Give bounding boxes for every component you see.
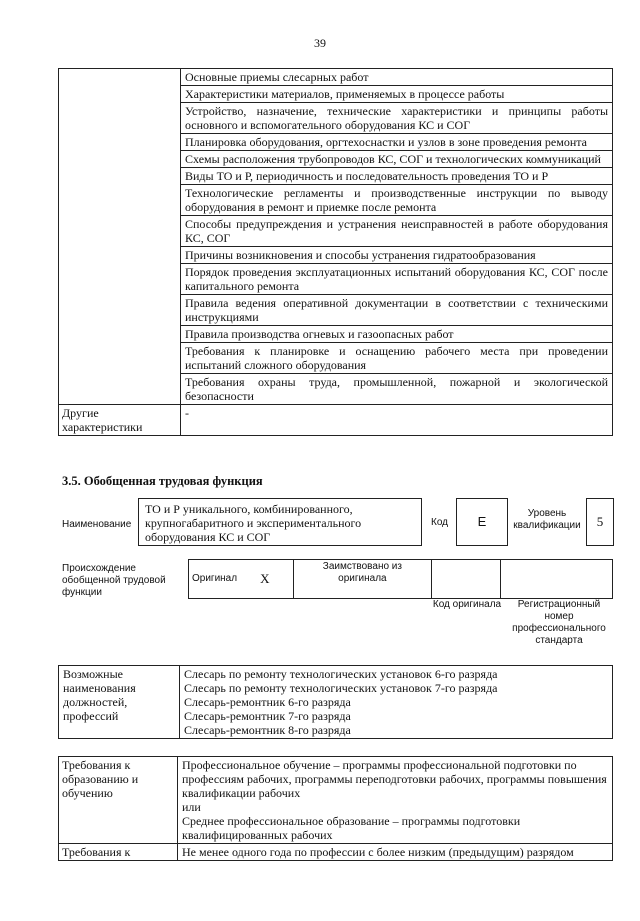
level-label: Уровень квалификации (513, 508, 581, 531)
position-item: Слесарь-ремонтник 7-го разряда (184, 709, 351, 723)
origin-code-cell (431, 560, 500, 599)
origin-code-caption: Код оригинала (432, 599, 502, 610)
positions-table (58, 665, 613, 739)
origin-label: Происхождение обобщенной трудовой функции (62, 563, 166, 598)
education-line2: Среднее профессиональное образование – программы подготовки квалифицированных рабочих (182, 814, 521, 842)
knowledge-item: Правила производства огневых и газоопасных работ (181, 326, 613, 343)
other-characteristics-row (59, 405, 613, 436)
knowledge-item: Планировка оборудования, оргтехоснастки и узлов в зоне проведения ремонта (181, 134, 613, 151)
knowledge-table-body (59, 69, 613, 405)
original-mark: X (257, 560, 294, 599)
reg-number-caption: Регистрационный номер профессионального стандарта (512, 599, 606, 646)
original-label: Оригинал (189, 560, 258, 599)
position-item: Слесарь-ремонтник 8-го разряда (184, 723, 351, 737)
experience-value: Не менее одного года по профессии с более низким (предыдущим) разрядом (178, 844, 613, 861)
knowledge-item: Способы предупреждения и устранения неисправностей в работе оборудования КС, СОГ (181, 216, 613, 247)
position-item: Слесарь по ремонту технологических установок 7-го разряда (184, 681, 498, 695)
knowledge-item: Основные приемы слесарных работ (181, 69, 613, 86)
reg-number-cell (500, 560, 612, 599)
knowledge-item: Порядок проведения эксплуатационных испытаний оборудования КС, СОГ после капитального ремонта (181, 264, 613, 295)
knowledge-item: Виды ТО и Р, периодичность и последовательность проведения ТО и Р (181, 168, 613, 185)
knowledge-item: Устройство, назначение, технические характеристики и принципы работы основного и вспомогательного оборудования КС и СОГ (181, 103, 613, 134)
name-value: ТО и Р уникального, комбинированного, крупногабаритного и экспериментального оборудования КС и СОГ (145, 502, 362, 544)
knowledge-label-cell (59, 69, 181, 405)
knowledge-table (58, 68, 613, 436)
position-item: Слесарь-ремонтник 6-го разряда (184, 695, 351, 709)
education-or: или (182, 800, 201, 814)
knowledge-item: Технологические регламенты и производственные инструкции по выводу оборудования в ремонт и приемке после ремонта (181, 185, 613, 216)
borrowed-label: Заимствовано из оригинала (294, 560, 431, 599)
knowledge-item: Требования охраны труда, промышленной, пожарной и экологической безопасности (181, 374, 613, 405)
knowledge-item: Требования к планировке и оснащению рабочего места при проведении испытаний сложного оборудования (181, 343, 613, 374)
education-label: Требования к образованию и обучению (59, 757, 178, 844)
knowledge-row (59, 69, 613, 86)
positions-label: Возможные наименования должностей, профессий (59, 666, 180, 739)
education-table (58, 756, 613, 861)
knowledge-item: Характеристики материалов, применяемых в процессе работы (181, 86, 613, 103)
other-characteristics-value: - (181, 405, 613, 436)
education-line1: Профессиональное обучение – программы профессиональной подготовки по профессиям рабочих, программы переподготовки рабочих, программы повышения квалификации рабочих (182, 758, 607, 800)
code-label: Код (431, 517, 449, 528)
page-number: 39 (314, 36, 326, 50)
positions-list (180, 666, 613, 739)
knowledge-item: Схемы расположения трубопроводов КС, СОГ и технологических коммуникаций (181, 151, 613, 168)
code-value: E (456, 498, 508, 546)
education-value (178, 757, 613, 844)
name-box (138, 498, 422, 546)
experience-label: Требования к (59, 844, 178, 861)
other-characteristics-label: Другие характеристики (59, 405, 181, 436)
position-item: Слесарь по ремонту технологических установок 6-го разряда (184, 667, 498, 681)
name-label: Наименование (62, 519, 132, 530)
level-value: 5 (586, 498, 614, 546)
knowledge-item: Правила ведения оперативной документации в соответствии с техническими инструкциями (181, 295, 613, 326)
knowledge-item: Причины возникновения и способы устранения гидратообразования (181, 247, 613, 264)
section-title: 3.5. Обобщенная трудовая функция (62, 474, 263, 488)
origin-table (188, 559, 613, 599)
